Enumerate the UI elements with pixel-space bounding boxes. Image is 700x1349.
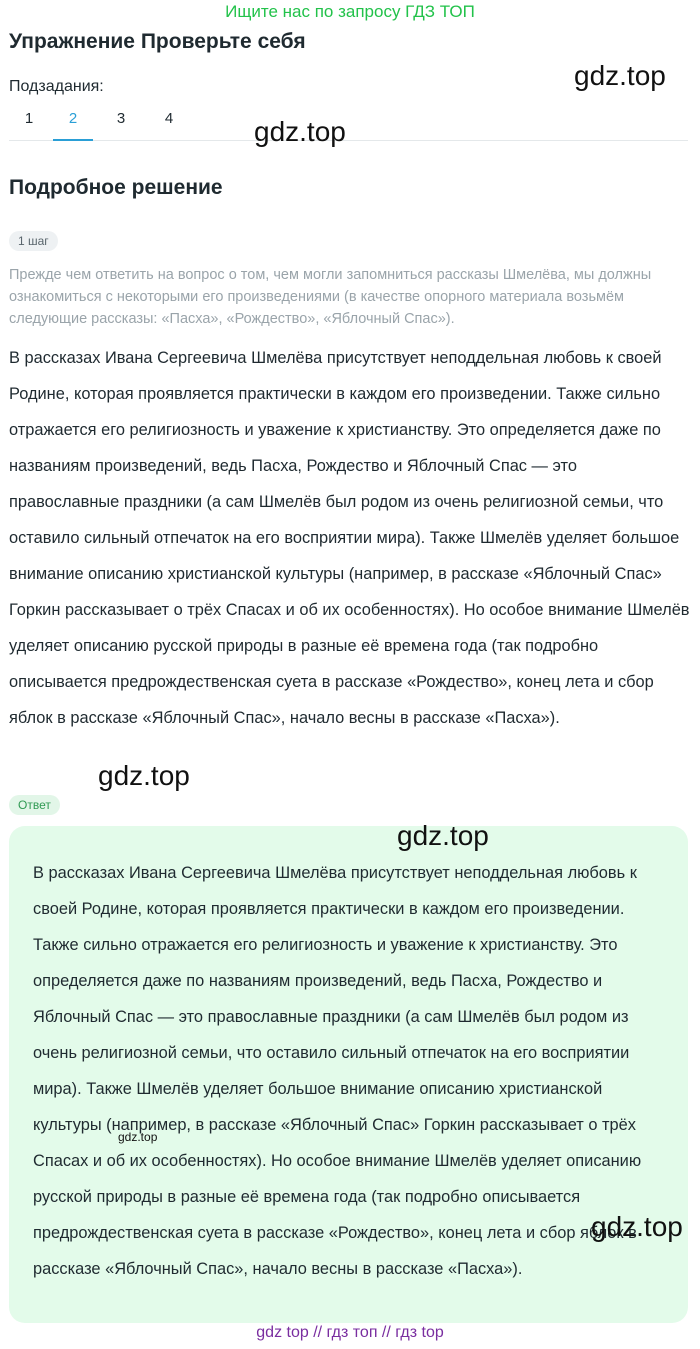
watermark: gdz.top [254, 116, 346, 147]
exercise-title: Упражнение Проверьте себя [9, 30, 306, 53]
subtasks-label: Подзадания: [9, 78, 104, 95]
watermark: gdz.top [98, 760, 190, 791]
subtask-tabs [9, 104, 688, 141]
watermark: gdz.top [397, 820, 489, 851]
answer-box [9, 826, 688, 1323]
solution-text: В рассказах Ивана Сергеевича Шмелёва присутствует неподдельная любовь к своей Родине, которая проявляется практически в каждом его произведении. Также сильно отражается его религиозность и уважение к христианству. Это определяется даже по названиям произведений, ведь Пасха, Рождество и Яблочный Спас — это православные праздники (а сам Шмелёв был родом из очень религиозной семьи, что оставило сильный отпечаток на его восприятии мира). Также Шмелёв уделяет большое внимание описанию христианской культуры (например, в рассказе «Яблочный Спас» Горкин рассказывает о трёх Спасах и об их особенностях). Но особое внимание Шмелёв уделяет описанию русской природы в разные её времена года (так подробно описывается предрождественская суета в рассказе «Рождество», конец лета и сбор яблок в рассказе «Яблочный Спас», начало весны в рассказе «Пасха»). [9, 349, 690, 727]
answer-text: В рассказах Ивана Сергеевича Шмелёва присутствует неподдельная любовь к своей Родине, которая проявляется практически в каждом его произведении. Также сильно отражается его религиозность и уважение к христианству. Это определяется даже по названиям произведений, ведь Пасха, Рождество и Яблочный Спас — это православные праздники (а сам Шмелёв был родом из очень религиозной семьи, что оставило сильный отпечаток на его восприятии мира). Также Шмелёв уделяет большое внимание описанию христианской культуры (например, в рассказе «Яблочный Спас» Горкин рассказывает о трёх Спасах и об их особенностях). Но особое внимание Шмелёв уделяет описанию русской природы в разные её времена года (так подробно описывается предрождественская суета в рассказе «Рождество», конец лета и сбор яблок в рассказе «Яблочный Спас», начало весны в рассказе «Пасха»). [33, 864, 642, 1278]
subtask-tab-3[interactable]: 3 [116, 110, 126, 127]
top-banner: Ищите нас по запросу ГДЗ ТОП [225, 2, 475, 21]
watermark: gdz.top [591, 1211, 683, 1242]
answer-badge: Ответ [9, 795, 60, 815]
subtask-tab-2[interactable]: 2 [53, 110, 93, 140]
section-title: Подробное решение [9, 176, 223, 199]
intro-text: Прежде чем ответить на вопрос о том, чем могли запомниться рассказы Шмелёва, мы должны ознакомиться с некоторыми его произведениями (в качестве опорного материала возьмём следующие рассказы: «Пасха», «Рождество», «Яблочный Спас»). [9, 267, 652, 327]
footer-links[interactable]: gdz top // гдз топ // гдз top [256, 1324, 444, 1341]
watermark: gdz.top [118, 1130, 158, 1144]
subtask-tab-4[interactable]: 4 [164, 110, 174, 127]
step-badge: 1 шаг [9, 231, 58, 251]
watermark: gdz.top [574, 60, 666, 91]
subtask-tab-1[interactable]: 1 [24, 110, 34, 127]
